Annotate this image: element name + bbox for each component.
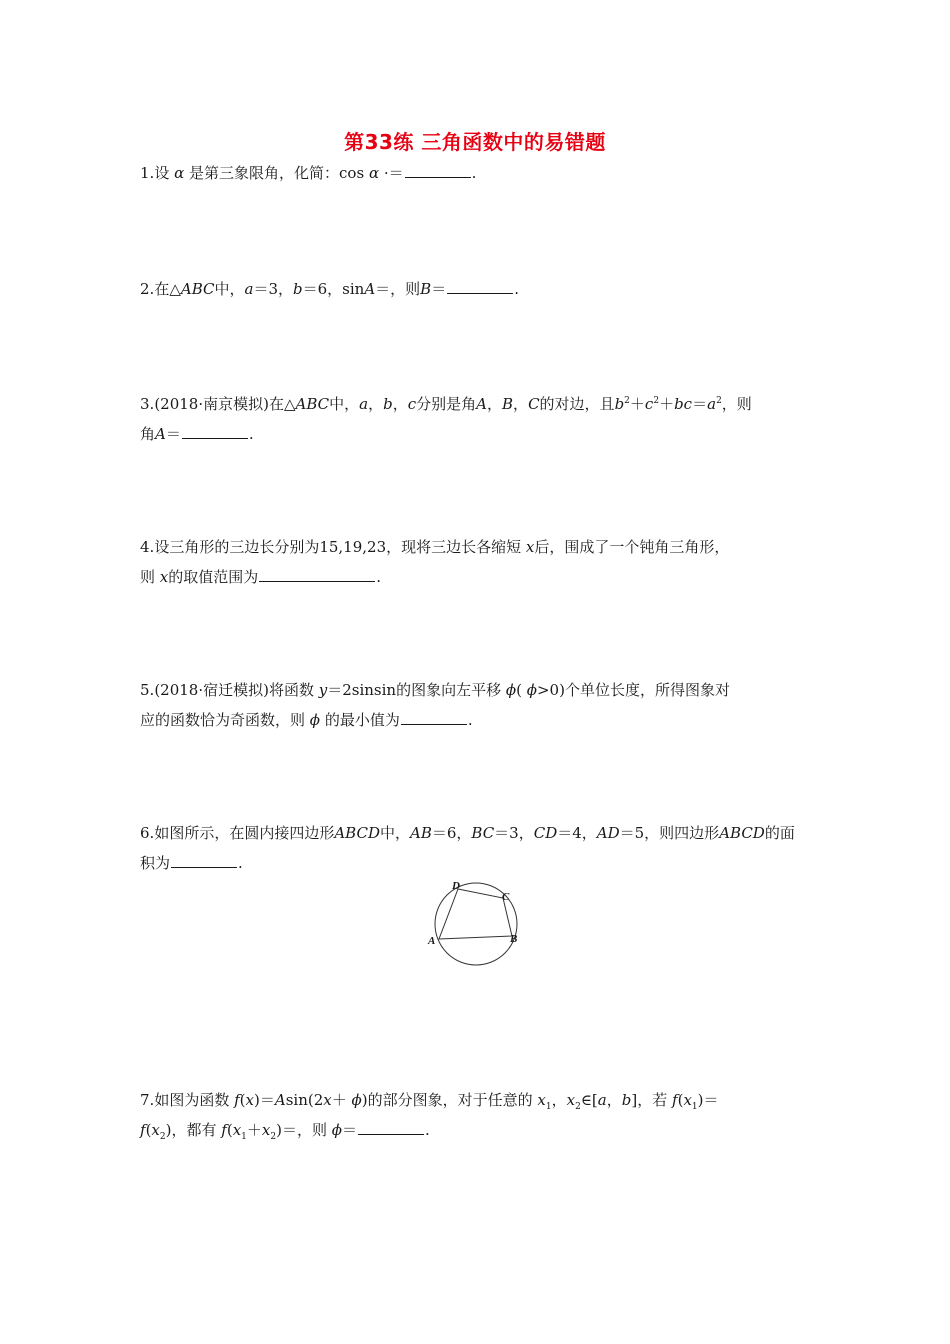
question-text: )，都有 [165, 1121, 217, 1139]
question-text: 设三角形的三边长分别为15,19,23，现将三边长各缩短 [154, 538, 522, 556]
math-var: ABC [295, 395, 330, 413]
math-var: ϕ [526, 681, 537, 699]
question-2 [140, 274, 812, 304]
math-var: ϕ [351, 1091, 362, 1109]
math-var: x [323, 1091, 332, 1109]
question-text: . [471, 164, 477, 182]
question-text: 是第三象限角，化简：cos [189, 164, 365, 182]
math-var: ABCD [719, 824, 765, 842]
question-1 [140, 158, 812, 188]
question-text: 在△ [154, 280, 181, 298]
vertex-label-b: B [510, 933, 518, 945]
page-title: 第33练 三角函数中的易错题 [344, 130, 606, 154]
math-var: b [621, 1091, 632, 1109]
question-text: ＝2sinsin的图象向左平移 [327, 681, 502, 699]
question-number: 7. [140, 1091, 155, 1109]
question-text: ＝6， [431, 824, 472, 842]
superscript: 2 [653, 396, 660, 406]
math-var: ϕ [309, 711, 321, 729]
math-var: f [234, 1091, 240, 1109]
question-line [140, 389, 812, 419]
question-text: ( [677, 1091, 684, 1109]
question-text: ＋ [331, 1091, 347, 1109]
subscript: 1 [545, 1102, 552, 1112]
question-text: sin(2 [285, 1091, 324, 1109]
question-text: 的对边，且 [539, 395, 615, 413]
question-text: 则 [140, 568, 156, 586]
math-var: x [245, 1091, 254, 1109]
question-text: )＝ [254, 1091, 275, 1109]
math-var: B [502, 395, 514, 413]
vertex-label-d: D [452, 880, 460, 892]
math-var: a [244, 280, 254, 298]
question-number: 1. [140, 164, 155, 182]
question-5 [140, 675, 812, 735]
question-line [140, 1085, 812, 1115]
question-text: ＝ [692, 395, 708, 413]
question-line [140, 419, 812, 449]
question-text: ＋ [659, 395, 675, 413]
question-line [140, 1115, 812, 1145]
question-6 [140, 818, 812, 878]
math-var: b [614, 395, 625, 413]
math-var: x [232, 1121, 242, 1139]
answer-blank[interactable] [182, 437, 248, 439]
question-text: 积为 [140, 854, 171, 872]
question-text: . [514, 280, 519, 298]
math-var: A [155, 425, 166, 443]
math-var: f [221, 1121, 227, 1139]
question-number: 4. [140, 538, 155, 556]
question-text: 分别是角 [416, 395, 477, 413]
question-text: . [467, 711, 473, 729]
question-text: ( [239, 1091, 246, 1109]
question-line [140, 532, 812, 562]
math-var: b [383, 395, 393, 413]
question-text: ( [226, 1121, 233, 1139]
math-var: C [528, 395, 540, 413]
question-text: . [376, 568, 382, 586]
answer-blank[interactable] [259, 580, 375, 582]
math-var: ABC [180, 280, 215, 298]
math-var: y [318, 681, 328, 699]
question-text: 中， [329, 395, 360, 413]
subscript: 1 [691, 1102, 698, 1112]
math-var: f [672, 1091, 678, 1109]
question-text: ·＝ [383, 164, 404, 182]
vertex-label-c: C [502, 891, 510, 903]
question-3 [140, 389, 812, 449]
question-text: 中， [379, 824, 410, 842]
math-var: A [364, 280, 376, 298]
question-text: (2018·南京模拟)在△ [154, 395, 296, 413]
question-text: )的部分图象，对于任意的 [361, 1091, 533, 1109]
question-text: ，则 [721, 395, 752, 413]
question-text: ∈[ [580, 1091, 598, 1109]
math-var: A [476, 395, 487, 413]
math-var: BC [471, 824, 495, 842]
question-text: >0)个单位长度，所得图象对 [536, 681, 730, 699]
question-text: . [425, 1121, 430, 1139]
superscript: 2 [624, 396, 630, 406]
question-line [140, 675, 812, 705]
answer-blank[interactable] [358, 1133, 424, 1135]
question-text: 角 [140, 425, 156, 443]
math-var: a [707, 395, 717, 413]
question-text: 中， [214, 280, 245, 298]
question-number: 5. [140, 681, 155, 699]
subscript: 2 [270, 1132, 277, 1142]
question-text: 的最小值为 [324, 711, 400, 729]
math-var: ϕ [505, 681, 517, 699]
math-var: a [359, 395, 369, 413]
math-var: AD [596, 824, 620, 842]
question-7 [140, 1085, 812, 1145]
question-text: ＝ [431, 280, 447, 298]
question-text: 的取值范围为 [168, 568, 259, 586]
question-text: . [248, 425, 254, 443]
vertex-label-a: A [428, 935, 436, 947]
math-var: CD [533, 824, 558, 842]
question-text: ＝，则 [375, 280, 421, 298]
question-text: ＝5，则四边形 [619, 824, 720, 842]
math-var: x [159, 568, 169, 586]
answer-blank[interactable] [447, 292, 513, 294]
question-text: ， [487, 395, 503, 413]
question-text: ＋ [246, 1121, 262, 1139]
math-var: x [525, 538, 535, 556]
answer-blank[interactable] [401, 723, 467, 725]
superscript: 2 [716, 396, 722, 406]
question-text: . [238, 854, 243, 872]
math-var: x [537, 1091, 546, 1109]
question-text: ( [145, 1121, 152, 1139]
question-text: ＝ [341, 1121, 357, 1139]
answer-blank[interactable] [405, 176, 471, 178]
question-text: ＝3， [253, 280, 293, 298]
question-text: ＝4， [557, 824, 597, 842]
math-var: x [151, 1121, 160, 1139]
question-text: )＝，则 [276, 1121, 327, 1139]
subscript: 2 [575, 1102, 581, 1112]
math-var: B [420, 280, 432, 298]
question-number: 2. [140, 280, 155, 298]
question-text: ＝6，sin [302, 280, 365, 298]
question-line [140, 818, 812, 848]
question-line [140, 705, 812, 735]
question-text: ( [516, 681, 522, 699]
question-text: ＝3， [494, 824, 534, 842]
math-var: x [261, 1121, 271, 1139]
math-var: b [293, 280, 303, 298]
subscript: 1 [241, 1132, 247, 1142]
question-text: 后，围成了一个钝角三角形， [534, 538, 730, 556]
subscript: 2 [159, 1132, 166, 1142]
math-var: f [140, 1121, 146, 1139]
question-text: 如图为函数 [154, 1091, 230, 1109]
answer-blank[interactable] [171, 866, 237, 868]
math-var: ϕ [331, 1121, 342, 1139]
math-var: bc [674, 395, 693, 413]
question-text: ， [392, 395, 408, 413]
question-text: (2018·宿迁模拟)将函数 [154, 681, 314, 699]
question-number: 3. [140, 395, 155, 413]
question-text: 应的函数恰为奇函数，则 [140, 711, 306, 729]
question-number: 6. [140, 824, 155, 842]
question-text: ＝ [165, 425, 181, 443]
math-var: α [368, 164, 380, 182]
question-text: ， [368, 395, 384, 413]
question-text: ， [551, 1091, 567, 1109]
math-var: ABCD [334, 824, 380, 842]
question-text: )＝ [697, 1091, 719, 1109]
math-var: a [597, 1091, 607, 1109]
cyclic-quadrilateral-figure [420, 872, 530, 972]
question-text: 的面 [764, 824, 795, 842]
question-text: 设 [154, 164, 170, 182]
question-text: 如图所示，在圆内接四边形 [154, 824, 335, 842]
math-var: c [644, 395, 654, 413]
math-var: AB [409, 824, 432, 842]
question-4 [140, 532, 812, 592]
question-text: ， [606, 1091, 622, 1109]
question-line [140, 562, 812, 592]
math-var: α [174, 164, 185, 182]
question-text: ＋ [629, 395, 645, 413]
math-var: A [274, 1091, 286, 1109]
question-text: ， [513, 395, 529, 413]
question-text: ]，若 [631, 1091, 668, 1109]
math-var: c [407, 395, 417, 413]
math-var: x [566, 1091, 576, 1109]
math-var: x [683, 1091, 692, 1109]
